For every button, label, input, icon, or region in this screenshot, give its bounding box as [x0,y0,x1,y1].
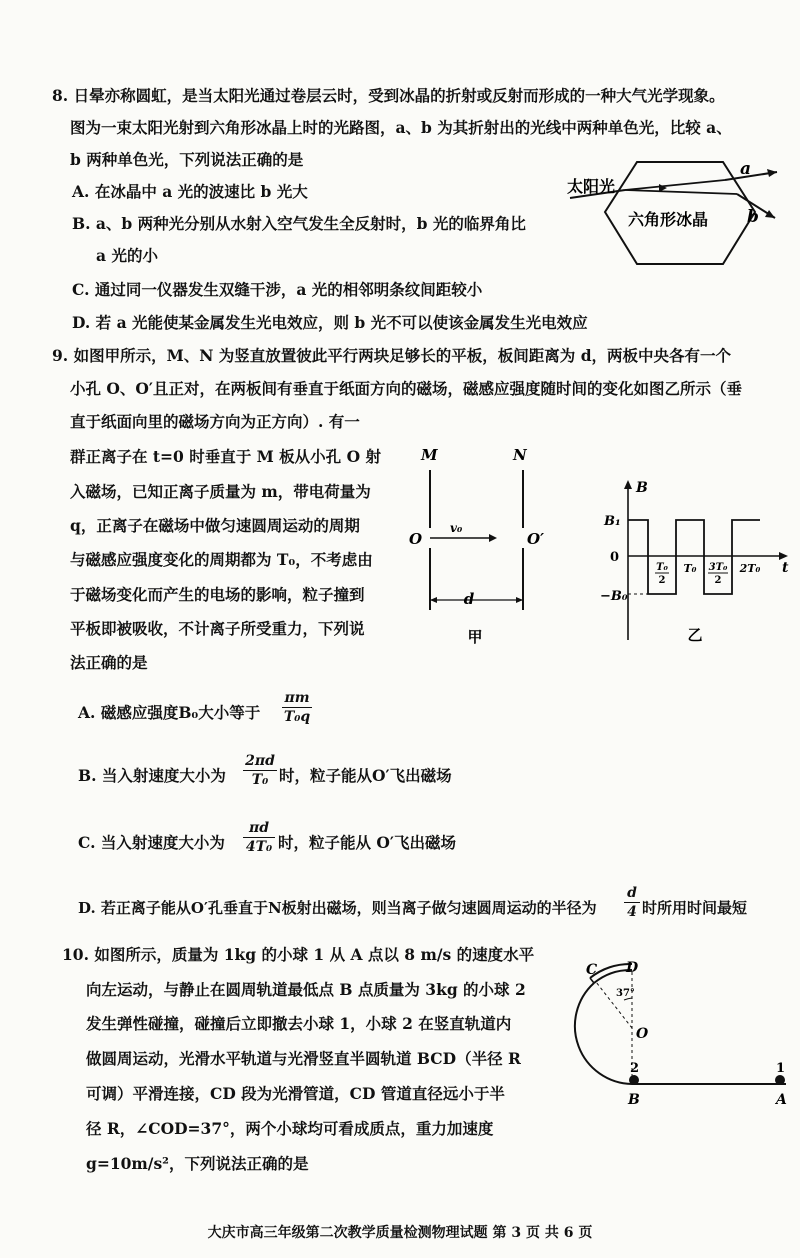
inner-ray-b [625,190,737,194]
sunlight-label: 太阳光 [567,177,616,196]
q9-option-d: D. 若正离子能从O′孔垂直于N板射出磁场，则当离子做匀速圆周运动的半径为 [78,899,597,917]
q8-option-c: C. 通过同一仪器发生双缝干涉，a 光的相邻明条纹间距较小 [72,280,483,299]
fraction-denominator: T₀ [251,772,269,788]
q9-stem-line4: 群正离子在 t=0 时垂直于 M 板从小孔 O 射 [70,447,381,466]
fraction-bar [243,837,275,838]
q9-stem-line10: 法正确的是 [70,653,148,672]
label-n: N [513,446,527,464]
q9-option-d-fraction [624,885,640,920]
q9-option-b-tail: 时，粒子能从O′飞出磁场 [279,766,452,785]
label-m: M [421,446,438,464]
q8-stem-line3: b 两种单色光，下列说法正确的是 [70,150,304,169]
label-ball-2: 2 [630,1061,640,1076]
q9-option-a-fraction [282,690,312,725]
q9-stem-line3: 直于纸面向里的磁场方向为正方向）. 有一 [70,412,360,431]
q9-stem-line7: 与磁感应强度变化的周期都为 T₀，不考虑由 [70,550,373,569]
q10-stem-line3: 发生弹性碰撞，碰撞后立即撤去小球 1，小球 2 在竖直轨道内 [86,1014,512,1033]
label-c: C [586,962,598,978]
velocity-arrowhead [489,534,497,542]
fraction-numerator: πm [284,690,310,706]
q8-stem-line1: 8. 日晕亦称圆虹，是当太阳光通过卷层云时，受到冰晶的折射或反射而形成的一种大气光学现象。 [52,86,725,105]
distance-arrow-left [430,597,437,603]
caption-jia: 甲 [467,628,483,646]
q10-track-figure [560,958,792,1108]
fraction-numerator: 2πd [245,753,275,769]
q10-stem-line4: 做圆周运动，光滑水平轨道与光滑竖直半圆轨道 BCD（半径 R [86,1049,521,1068]
q9-option-b: B. 当入射速度大小为 [78,766,226,785]
label-ball-1: 1 [776,1061,786,1076]
page-footer: 大庆市高三年级第二次教学质量检测物理试题 第 3 页 共 6 页 [207,1225,593,1241]
q9-figure-jia [405,440,555,650]
ray-b-label: b [747,207,759,227]
label-v0: v₀ [450,521,463,535]
ray-b-arrow [765,210,775,218]
q10-stem-line1: 10. 如图所示，质量为 1kg 的小球 1 从 A 点以 8 m/s 的速度水平 [62,945,535,964]
pipe-end-c [590,978,594,983]
fraction-bar [243,770,277,771]
q9-option-c-fraction [243,820,275,855]
label-d: D [626,960,639,976]
b-axis-arrow [624,480,632,489]
q10-stem-line5: 可调）平滑连接，CD 段为光滑管道，CD 管道直径远小于半 [86,1084,505,1103]
q9-figure-yi [600,476,795,656]
q9-option-d-tail: 时所用时间最短 [642,899,748,917]
label-b1: B₁ [604,514,621,529]
label-o: O [636,1026,649,1042]
label-o: O [409,530,423,548]
q10-stem-line2: 向左运动，与静止在圆周轨道最低点 B 点质量为 3kg 的小球 2 [86,980,526,999]
q9-stem-line2: 小孔 O、O′且正对，在两板间有垂直于纸面方向的磁场，磁感应强度随时间的变化如图乙所示（垂 [70,379,742,398]
ball-1 [775,1075,785,1085]
q9-option-a: A. 磁感应强度B₀大小等于 [78,703,261,722]
label-neg-b0: −B₀ [600,589,628,604]
caption-yi: 乙 [687,626,703,644]
q9-option-b-fraction [243,753,277,788]
label-zero: 0 [610,550,620,565]
fraction-numerator: d [627,885,637,901]
distance-arrow-right [516,597,523,603]
q8-ice-crystal-figure [565,150,790,275]
q10-stem-line7: g=10m/s²，下列说法正确的是 [86,1154,309,1173]
fraction-numerator: πd [248,820,270,836]
q9-stem-line8: 于磁场变化而产生的电场的影响，粒子撞到 [70,585,365,604]
q9-option-c-tail: 时，粒子能从 O′飞出磁场 [278,833,456,852]
fraction-denominator: T₀q [283,709,311,725]
fraction-denominator: 4 [627,904,637,920]
ray-a-label: a [740,159,752,179]
inner-ray-a [625,180,725,190]
tick-t0: T₀ [683,562,697,575]
tick-3half-t0-num: 3T₀ [708,562,728,573]
q8-option-d: D. 若 a 光能使某金属发生光电效应，则 b 光不可以使该金属发生光电效应 [72,313,588,332]
label-t: t [782,560,789,576]
ball-2 [629,1075,639,1085]
t-axis-arrow [779,552,788,560]
q8-option-b-line1: B. a、b 两种光分别从水射入空气发生全反射时，b 光的临界角比 [72,214,526,233]
label-b: B [636,480,648,496]
q8-stem-line2: 图为一束太阳光射到六角形冰晶上时的光路图，a、b 为其折射出的光线中两种单色光，比较 a、 [70,118,732,137]
fraction-denominator: 4T₀ [245,839,273,855]
q9-stem-line5: 入磁场，已知正离子质量为 m，带电荷量为 [70,482,371,501]
label-d: d [463,590,475,608]
fraction-bar [624,902,640,903]
label-b: B [628,1092,640,1108]
q10-stem-line6: 径 R，∠COD=37°，两个小球均可看成质点，重力加速度 [86,1119,494,1138]
tick-3half-t0-den: 2 [714,575,722,586]
label-a: A [776,1092,787,1108]
label-angle: 37° [616,988,635,999]
fraction-bar [282,707,312,708]
q8-option-b-line2: a 光的小 [96,246,158,265]
tick-half-t0-den: 2 [658,575,666,586]
q9-stem-line1: 9. 如图甲所示，M、N 为竖直放置彼此平行两块足够长的平板，板间距离为 d，两板中央各有一个 [52,346,732,365]
q8-option-a: A. 在冰晶中 a 光的波速比 b 光大 [72,182,308,201]
label-o-prime: O′ [527,530,545,548]
tick-2t0: 2T₀ [739,562,761,575]
tick-half-t0-num: T₀ [656,562,668,573]
q9-option-c: C. 当入射速度大小为 [78,833,225,852]
q9-stem-line6: q，正离子在磁场中做匀速圆周运动的周期 [70,516,360,535]
q9-stem-line9: 平板即被吸收，不计离子所受重力，下列说 [70,619,365,638]
crystal-label: 六角形冰晶 [628,210,709,229]
